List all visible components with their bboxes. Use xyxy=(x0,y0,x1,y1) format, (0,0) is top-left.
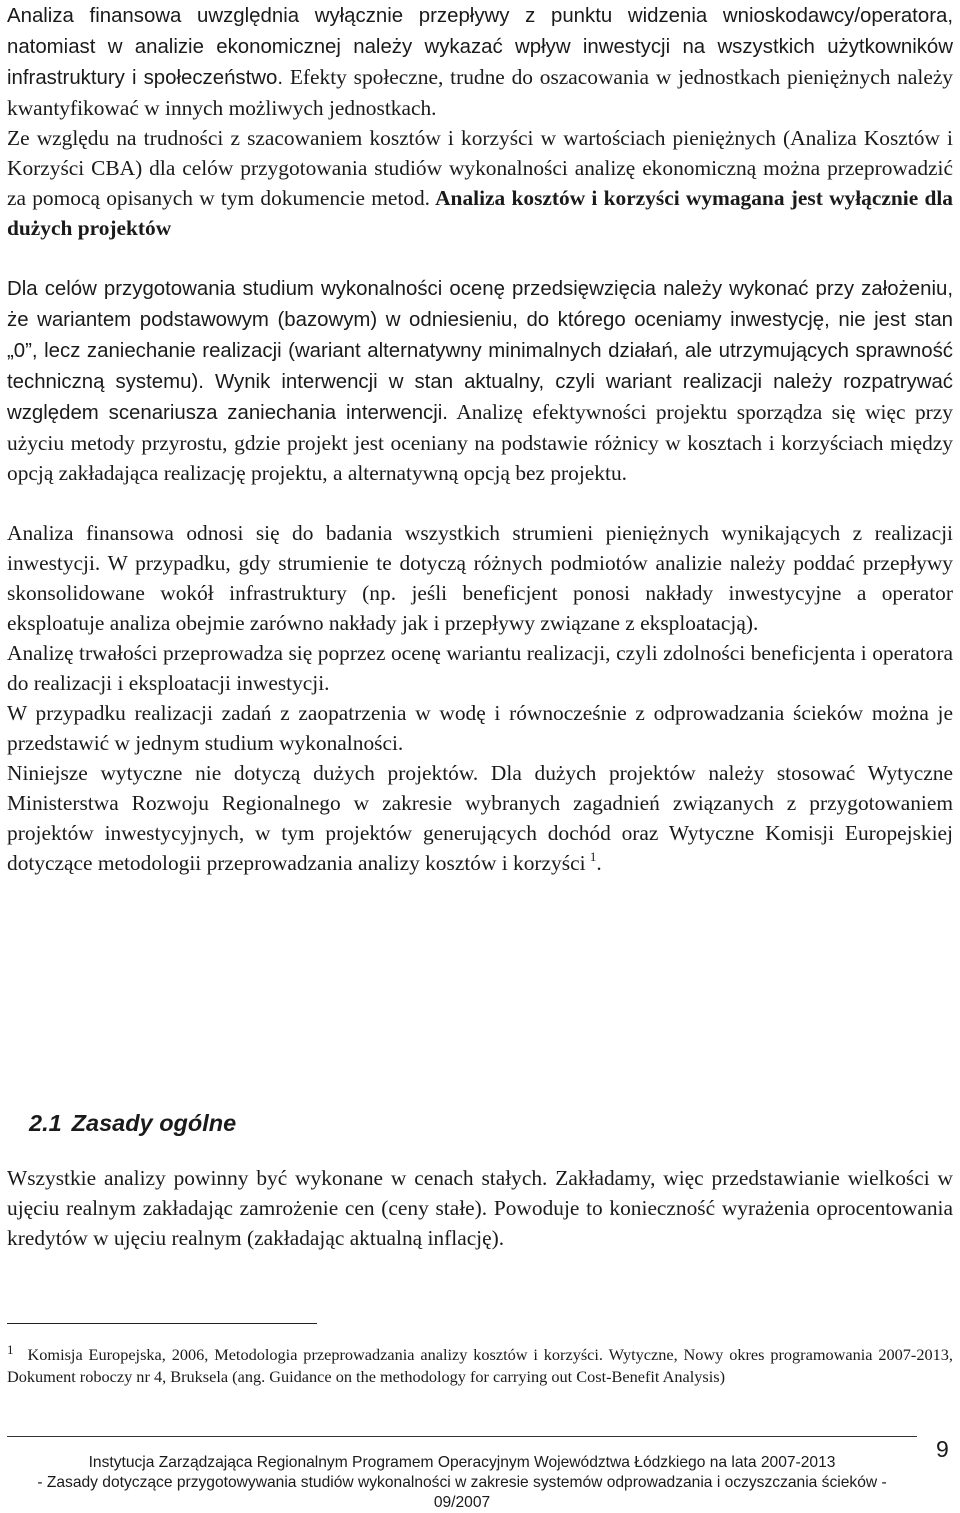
paragraph-1-serif-text: Efekty społeczne, trudne do oszacowania w jednostkach pieniężnych należy kwantyfikować w innych możliwych jednostkach. xyxy=(7,65,954,120)
paragraph-1 xyxy=(7,0,953,123)
paragraph-3-serif-text: Analizę efektywności projektu sporządza się więc przy użyciu metody przyrostu, gdzie projekt jest oceniany na podstawie różnicy w kosztach i korzyściach między opcją zakładająca realizację projektu, a alternatywną opcją bez projektu. xyxy=(7,400,953,485)
paragraph-5: Analizę trwałości przeprowadza się poprzez ocenę wariantu realizacji, czyli zdolności beneficjenta i operatora do realizacji i eksploatacji inwestycji. xyxy=(7,641,953,695)
page-body xyxy=(7,0,953,878)
page-footer xyxy=(7,1453,917,1513)
paragraph-6: W przypadku realizacji zadań z zaopatrzenia w wodę i równocześnie z odprowadzania ścieków można je przedstawić w jednym studium wykonalności. xyxy=(7,701,953,755)
paragraph-3-sans-text: Dla celów przygotowania studium wykonalności ocenę przedsięwzięcia należy wykonać przy założeniu, że wariantem podstawowym (bazowym) w odniesieniu, do którego oceniamy inwestycję, nie jest stan „0”, lecz zaniechanie realizacji (wariant alternatywny minimalnych działań, ale utrzymujących sprawność techniczną systemu). Wynik interwencji w stan aktualny, czyli wariant realizacji należy rozpatrywać względem scenariusza zaniechania interwencji. xyxy=(7,278,953,424)
paragraph-2-text: Ze względu na trudności z szacowaniem kosztów i korzyści w wartościach pieniężnych (Analiza Kosztów i Korzyści CBA) dla celów przygotowania studiów wykonalności analizę ekonomiczną można przeprowadzić za pomocą opisanych w tym dokumencie metod. xyxy=(7,126,953,210)
paragraph-8: Wszystkie analizy powinny być wykonane w cenach stałych. Zakładamy, więc przedstawianie wielkości w ujęciu realnym zakładając zamrożenie cen (ceny stałe). Powoduje to konieczność wyrażenia oprocentowania kredytów w ujęciu realnym (zakładając aktualną inflację). xyxy=(7,1166,953,1250)
paragraph-7 xyxy=(7,758,953,878)
footnote xyxy=(7,1339,953,1388)
paragraph-2 xyxy=(7,123,953,243)
paragraph-1-sans-text: Analiza finansowa uwzględnia wyłącznie przepływy z punktu widzenia wnioskodawcy/operatora, natomiast w analizie ekonomicznej należy wykazać wpływ inwestycji na wszystkich użytkowników infrastruktury i społeczeństwo. xyxy=(7,5,953,89)
paragraph-4: Analiza finansowa odnosi się do badania wszystkich strumieni pieniężnych wynikających z realizacji inwestycji. W przypadku, gdy strumienie te dotyczą różnych podmiotów analizie należy poddać przepływy skonsolidowane wokół infrastruktury (np. jeśli beneficjent ponosi nakłady inwestycyjne a operator eksploatuje analiza obejmie zarówno nakłady jak i przepływy związane z eksploatacją). xyxy=(7,521,953,635)
section-body xyxy=(7,1163,953,1253)
paragraph-3 xyxy=(7,273,953,488)
section-title: Zasady ogólne xyxy=(71,1110,237,1136)
footnote-marker: 1 xyxy=(7,1342,14,1357)
footer-line-2: - Zasady dotyczące przygotowywania studiów wykonalności w zakresie systemów odprowadzania i oczyszczania ścieków - 09/2007 xyxy=(37,1474,887,1511)
paragraph-7-text: Niniejsze wytyczne nie dotyczą dużych projektów. Dla dużych projektów należy stosować Wytyczne Ministerstwa Rozwoju Regionalnego w zakresie wybranych zagadnień związanych z przygotowaniem projektów inwestycyjnych, w tym projektów generujących dochód oraz Wytyczne Komisji Europejskiej dotyczące metodologii przeprowadzania analizy kosztów i korzyści xyxy=(7,761,953,875)
footer-divider xyxy=(7,1436,917,1437)
paragraph-2-bold-text: Analiza kosztów i korzyści wymagana jest wyłącznie dla dużych projektów xyxy=(7,186,953,240)
footnote-reference[interactable]: 1 xyxy=(589,849,597,864)
section-number: 2.1 xyxy=(29,1110,62,1136)
section-heading xyxy=(29,1106,236,1140)
paragraph-7-end: . xyxy=(596,851,602,875)
footnote-divider xyxy=(7,1323,317,1324)
page-number: 9 xyxy=(936,1436,949,1462)
footer-line-1: Instytucja Zarządzająca Regionalnym Programem Operacyjnym Województwa Łódzkiego na lata 2007-2013 xyxy=(88,1454,836,1471)
footnote-text: Komisja Europejska, 2006, Metodologia przeprowadzania analizy kosztów i korzyści. Wytyczne, Nowy okres programowania 2007-2013, Dokument roboczy nr 4, Bruksela (ang. Guidance on the methodology for carrying out Cost-Benefit Analysis) xyxy=(7,1345,953,1386)
